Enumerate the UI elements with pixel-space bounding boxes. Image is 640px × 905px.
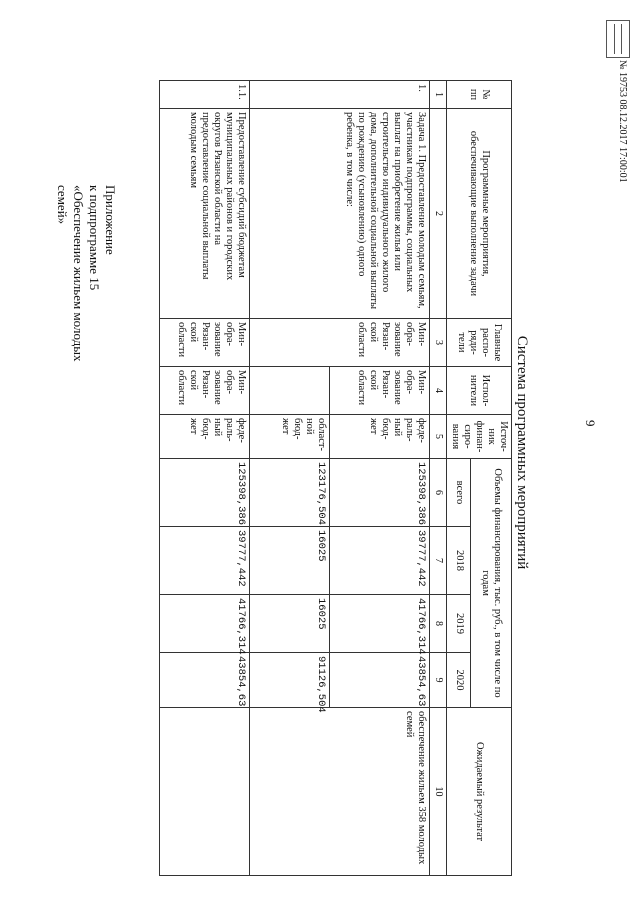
header-source: Источ-ник финан-сиро-вания — [447, 415, 512, 459]
header-2020: 2020 — [447, 653, 471, 708]
document-footer: № 19753 08.12.2017 17:00:01 — [617, 60, 628, 183]
header-result: Ожидаемый результат — [447, 708, 512, 876]
row-result: обеспечение жильем 358 молодых семей — [250, 708, 430, 876]
row-2019: 16025 — [250, 595, 330, 653]
appendix-note — [54, 185, 118, 445]
col-num: 1 — [430, 81, 447, 109]
row-2019: 41766,314 — [330, 595, 430, 653]
col-num: 8 — [430, 595, 447, 653]
row-main-manager: Мин-обра-зование Рязан-ской области — [160, 319, 250, 367]
row-total: 123176,504 — [250, 459, 330, 527]
col-num: 9 — [430, 653, 447, 708]
row-2020: 43854,63 — [160, 653, 250, 708]
col-num: 7 — [430, 527, 447, 595]
col-num: 6 — [430, 459, 447, 527]
row-result — [160, 708, 250, 876]
table-row — [160, 81, 250, 876]
appendix-line-2: к подпрограмме 15 — [87, 185, 102, 291]
table-row — [330, 81, 430, 876]
appendix-line-1: Приложение — [103, 185, 118, 255]
row-executor: Мин-обра-зование Рязан-ской области — [160, 367, 250, 415]
row-2020: 91126,504 — [250, 653, 330, 708]
measures-table — [159, 80, 512, 876]
column-number-row — [430, 81, 447, 876]
header-2019: 2019 — [447, 595, 471, 653]
header-executors: Испол-нители — [447, 367, 512, 415]
col-num: 3 — [430, 319, 447, 367]
appendix-line-4: семей» — [55, 185, 70, 225]
row-executor: Мин-обра-зование Рязан-ской области — [330, 367, 430, 415]
header-row-1 — [471, 81, 512, 876]
header-2018: 2018 — [447, 527, 471, 595]
row-number: 1.1. — [160, 81, 250, 109]
row-total: 125398,386 — [330, 459, 430, 527]
col-num: 5 — [430, 415, 447, 459]
row-number: 1. — [250, 81, 430, 109]
header-measures: Программные мероприятия, обеспечивающие выполнение задачи — [447, 109, 512, 319]
col-num: 2 — [430, 109, 447, 319]
row-2019: 41766,314 — [160, 595, 250, 653]
row-2018: 39777,442 — [160, 527, 250, 595]
header-total: всего — [447, 459, 471, 527]
row-total: 125398,386 — [160, 459, 250, 527]
row-source: област-ной бюд-жет — [250, 415, 330, 459]
row-2020: 43854,63 — [330, 653, 430, 708]
col-num: 10 — [430, 708, 447, 876]
page-number: 9 — [583, 420, 598, 427]
col-num: 4 — [430, 367, 447, 415]
row-main-manager: Мин-обра-зование Рязан-ской области — [250, 319, 430, 367]
header-volumes: Объемы финансирования, тыс. руб., в том числе по годам — [471, 459, 512, 708]
header-main-managers: Главные распо-ряди-тели — [447, 319, 512, 367]
row-source: феде-раль-ный бюд-жет — [330, 415, 430, 459]
row-measure: Задача 1. Предоставление молодым семьям, участникам подпрограммы, социальных выплат на приобретение жилья или строительство индивидуального жилого дома, дополнительной социальной выплаты по рождению (усыновлению) одного ребенка, в том числе: — [250, 109, 430, 319]
row-2018: 16025 — [250, 527, 330, 595]
appendix-line-3: «Обеспечение жильем молодых — [71, 185, 86, 362]
row-source: феде-раль-ный бюд-жет — [160, 415, 250, 459]
header-no: № пп — [447, 81, 512, 109]
row-measure: Предоставление субсидий бюджетам муниципальных районов и городских округов Рязанской области на предоставление социальной выплаты молодым семьям — [160, 109, 250, 319]
row-executor-empty — [250, 367, 330, 415]
registry-stamp-icon — [606, 20, 630, 58]
page-title: Система программных мероприятий — [514, 335, 530, 570]
row-2018: 39777,442 — [330, 527, 430, 595]
